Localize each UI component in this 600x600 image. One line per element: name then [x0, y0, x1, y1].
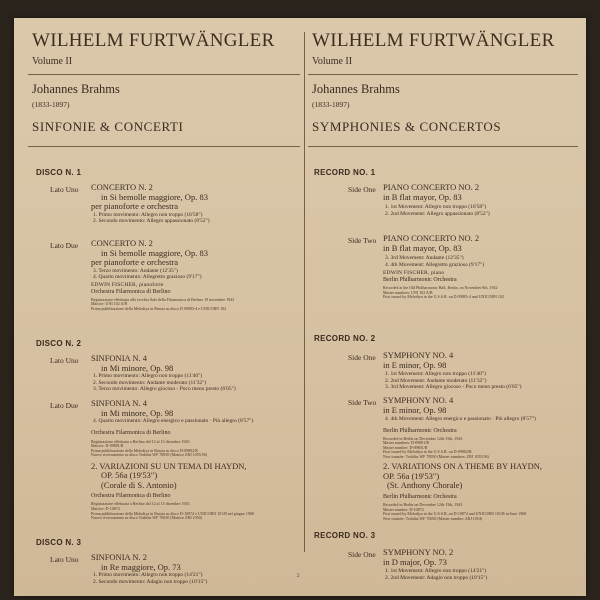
recording-note: Matrice: D-09801/R: [91, 443, 124, 449]
composer-heading: WILHELM FURTWÄNGLER: [312, 30, 555, 51]
disc-label: RECORD NO. 2: [314, 334, 376, 343]
movement-line: 3. Terzo movimento: Allegro giocoso - Poco meno presto (6'05"): [93, 386, 236, 392]
work-key: in Si bemolle maggiore, Op. 83: [101, 247, 208, 258]
collection-title: SINFONIE & CONCERTI: [32, 119, 184, 134]
movement-line: 1. Primo movimento: Allegro non troppo (16'58"): [93, 211, 203, 218]
work-title: SYMPHONY NO. 2: [383, 547, 454, 557]
recording-note: Prima pubblicazione della Melodiya in Russia su disco D 09883-4 e UNICORN 102: [91, 305, 227, 311]
movement-line: 3. Terzo movimento: Andante (12'35"): [93, 267, 178, 274]
movement-line: 4. Quarto movimento: Allegro energico e passionato · Più allegro (8'57"): [93, 418, 254, 424]
recording-note: First issued by Melodiya in the U.S.S.R. on D-10874 and UNICORN 101/B in June 1968: [383, 511, 527, 517]
movement-line: 2. 2nd Movement: Adagio non troppo (10'15"): [385, 574, 488, 581]
work-key: in Mi minore, Op. 98: [101, 407, 174, 418]
recording-note: Recorded in Berlin on December 12th-15th, 1943: [383, 501, 463, 507]
work-title: PIANO CONCERTO NO. 2: [383, 182, 480, 192]
side-label: Lato Uno: [50, 555, 79, 564]
side-label: Lato Uno: [50, 356, 79, 365]
work-subtitle: (Corale di S. Antonio): [101, 479, 177, 490]
recording-note: First issued by Melodiya in the U.S.S.R. on D 09883-4 and UNICORN 102: [383, 294, 504, 300]
work-block: [383, 548, 487, 581]
disc-label: DISCO N. 1: [36, 168, 82, 177]
work-title: SINFONIA N. 4: [91, 398, 147, 408]
work-title: 2. VARIAZIONI SU UN TEMA DI HAYDN,: [91, 460, 247, 471]
recording-note: First issued by Melodiya in the U.S.S.R. on D-09802/R: [383, 449, 472, 455]
page-number: 2: [297, 574, 300, 579]
disc-label: DISCO N. 2: [36, 339, 82, 348]
orchestra: Orchestra Filarmonica di Berlino: [91, 288, 171, 295]
recording-note: Master number: D-10874: [383, 506, 424, 512]
rule: [28, 146, 300, 147]
movement-line: 2. Secondo movimento: Allegro appassionato (8'52"): [93, 218, 210, 224]
work-key: in B flat mayor, Op. 83: [383, 191, 462, 202]
movement-line: 4. Quarto movimento: Allegretto grazioso (9'17"): [93, 274, 202, 280]
booklet-page: [14, 18, 586, 596]
movement-line: 3. 3rd Movement: Andante (12'35"): [385, 255, 464, 261]
work-title: 2. VARIATIONS ON A THEME BY HAYDN,: [383, 461, 543, 472]
volume-label: Volume II: [312, 56, 353, 67]
work-key: in D major, Op. 73: [383, 556, 447, 567]
composer-dates: (1833-1897): [32, 100, 70, 109]
composer-name: Johannes Brahms: [32, 82, 120, 96]
recording-note: New transfer: Toshiba WF 70050 (Master numbers: ZRJ 1055/56): [383, 453, 489, 459]
work-scoring: per pianoforte e orchestra: [91, 201, 179, 211]
performer: EDWIN FISCHER, piano: [383, 270, 445, 276]
side-label: Side One: [348, 353, 376, 362]
work-title: SYMPHONY NO. 4: [383, 350, 454, 360]
work-title: CONCERTO N. 2: [91, 182, 153, 192]
collection-title: SYMPHONIES & CONCERTOS: [312, 119, 502, 134]
recording-note: Nuovo riversamento su disco Toshiba WF 70050 (Matrice ZRJ 1055/56): [91, 452, 208, 458]
movement-line: 1. 1st Movement: Allegro non troppo (11'40"): [385, 371, 486, 377]
work-key: OP. 56a (19'53"): [101, 470, 158, 481]
recording-note: Prima pubblicazione della Melodiya in Russia su disco D-10874 e UNICORN 101/B nel giugno 1968: [91, 510, 254, 516]
performer: EDWIN FISCHER, pianoforte: [91, 281, 164, 288]
disc-label: RECORD NO. 1: [314, 168, 376, 177]
work-key: in Re maggiore, Op. 73: [101, 561, 181, 572]
movement-line: 1. Primo movimento: Allegro non troppo (14'21"): [93, 572, 203, 578]
work-key: in E minor, Op. 98: [383, 404, 447, 415]
work-block: [383, 351, 521, 391]
movement-line: 2. 2nd Movement: Allegro appassionato (8'52"): [385, 210, 490, 217]
side-label: Lato Uno: [50, 185, 79, 194]
recording-note: Registrazione effettuata a Berlino dal 12 al 15 dicembre 1943: [91, 438, 190, 444]
recording-note: Master numbers: D-09801/R: [383, 440, 429, 446]
recording-note: Recorded at the Old Philharmonic Hall, Berlin, on November 8th, 1942: [383, 285, 498, 290]
work-subtitle: (St. Anthony Chorale): [387, 480, 463, 491]
movement-line: 2. 2nd Movement: Andante moderato (11'32"): [385, 377, 487, 384]
movement-line: 3. 3rd Movement: Allegro giocoso - Poco meno presto (6'05"): [385, 384, 522, 390]
orchestra: Orchestra Filarmonica di Berlino: [91, 493, 171, 500]
work-title: SINFONIA N. 2: [91, 552, 147, 562]
movement-line: 2. Secondo movimento: Andante moderato (11'32"): [93, 379, 207, 386]
work-block: [383, 234, 504, 300]
work-block: [91, 399, 254, 521]
work-key: in B flat mayor, Op. 83: [383, 242, 462, 253]
recording-note: New transfer: Toshiba WF 70050 (Master number: ZRJ 1054): [383, 515, 483, 521]
work-block: [91, 553, 207, 585]
composer-name: Johannes Brahms: [312, 82, 400, 96]
composer-heading: WILHELM FURTWÄNGLER: [32, 30, 275, 51]
rule: [308, 146, 578, 147]
movement-line: 2. Secondo movimento: Adagio non troppo (10'15"): [93, 578, 208, 585]
recording-note: Master number: D-09801/R: [383, 444, 428, 450]
movement-line: 4. 4th Movement: Allegro energico e passionato · Più allegro (8'57"): [385, 416, 536, 422]
side-label: Side One: [348, 550, 376, 559]
work-key: in Si bemolle maggiore, Op. 83: [101, 191, 208, 202]
side-label: Lato Due: [50, 241, 79, 250]
orchestra: Berlin Philharmonic Orchestra: [383, 427, 457, 434]
orchestra: Berlin Philharmonic Orchestra: [383, 493, 457, 500]
recording-note: Prima pubblicazione della Melodiya in Russia su disco D-09802/R: [91, 447, 198, 453]
side-label: Side Two: [348, 236, 377, 245]
work-title: SINFONIA N. 4: [91, 353, 147, 363]
work-key: OP. 56a (19'53"): [383, 470, 440, 481]
orchestra: Berlin Philharmonic Orchestra: [383, 277, 457, 283]
work-block: [383, 183, 490, 217]
side-label: Side Two: [348, 398, 377, 407]
orchestra: Orchestra Filarmonica di Berlino: [91, 429, 171, 436]
recording-note: Matrice: UNI 102 A/B: [91, 301, 128, 307]
recording-note: Master numbers: UNI 102 A/B: [383, 289, 433, 295]
rule: [28, 74, 300, 75]
side-label: Side One: [348, 185, 376, 194]
movement-line: 4. 4th Movement: Allegretto grazioso (9'17"): [385, 261, 485, 268]
work-key: in E minor, Op. 98: [383, 359, 447, 370]
disc-label: RECORD NO. 3: [314, 531, 376, 540]
work-block: [91, 354, 236, 393]
disc-label: DISCO N. 3: [36, 538, 82, 547]
recording-note: Registrazione effettuata alla vecchia Sala della Filarmonica di Berlino 19 novembre 1942: [91, 296, 235, 302]
work-block: [91, 183, 210, 225]
work-title: CONCERTO N. 2: [91, 238, 153, 248]
work-block: [383, 396, 542, 521]
rule: [308, 74, 578, 75]
work-title: SYMPHONY NO. 4: [383, 395, 454, 405]
recording-note: Matrice: D-10874: [91, 505, 120, 511]
work-scoring: per pianoforte e orchestra: [91, 257, 179, 267]
movement-line: 1. 1st Movement: Allegro non troppo (16'58"): [385, 204, 487, 210]
composer-dates: (1833-1897): [312, 100, 350, 109]
recording-note: Recorded in Berlin on December 12th-15th, 1943: [383, 435, 463, 441]
work-title: PIANO CONCERTO NO. 2: [383, 233, 480, 243]
column-divider: [304, 32, 305, 552]
recording-note: Registrazione effettuata a Berlino dal 12 al 15 dicembre 1943: [91, 501, 190, 507]
work-key: in Mi minore, Op. 98: [101, 362, 174, 373]
movement-line: 1. 1st Movement: Allegro non troppo (14'21"): [385, 568, 487, 574]
movement-line: 1. Primo movimento: Allegro non troppo (11'40"): [93, 373, 203, 379]
side-label: Lato Due: [50, 401, 79, 410]
volume-label: Volume II: [32, 56, 73, 67]
work-block: [91, 239, 234, 311]
recording-note: Nuovo riversamento su disco Toshiba WF 70050 (Matrice ZRJ 1054): [91, 515, 203, 521]
